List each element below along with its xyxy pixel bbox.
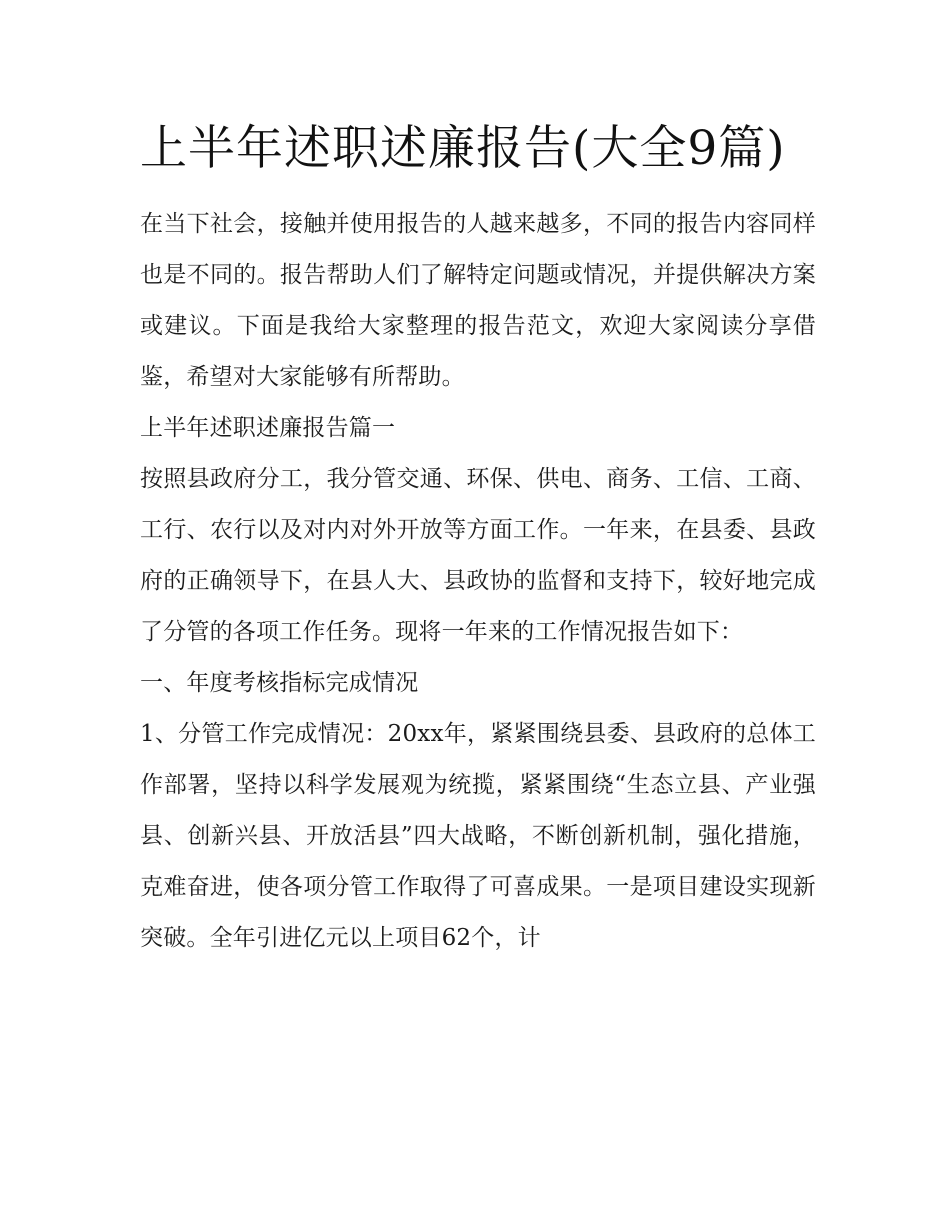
document-page: [140, 112, 816, 964]
body-paragraph: 1、分管工作完成情况：20xx年，紧紧围绕县委、县政府的总体工作部署，坚持以科学发展观为统揽，紧紧围绕“生态立县、产业强县、创新兴县、开放活县”四大战略，不断创新机制，强化措施，克难奋进，使各项分管工作取得了可喜成果。一是项目建设实现新突破。全年引进亿元以上项目62个，计: [140, 721, 816, 951]
subsection-heading: 一、年度考核指标完成情况: [140, 670, 419, 696]
intro-paragraph: 在当下社会，接触并使用报告的人越来越多，不同的报告内容同样也是不同的。报告帮助人们了解特定问题或情况，并提供解决方案或建议。下面是我给大家整理的报告范文，欢迎大家阅读分享借鉴，希望对大家能够有所帮助。: [140, 211, 816, 390]
section-heading: 上半年述职述廉报告篇一: [140, 415, 396, 441]
document-body: [140, 199, 816, 964]
body-paragraph: 按照县政府分工，我分管交通、环保、供电、商务、工信、工商、工行、农行以及对内对外开放等方面工作。一年来，在县委、县政府的正确领导下，在县人大、县政协的监督和支持下，较好地完成了分管的各项工作任务。现将一年来的工作情况报告如下：: [140, 466, 816, 645]
document-title: 上半年述职述廉报告(大全9篇): [140, 121, 786, 176]
